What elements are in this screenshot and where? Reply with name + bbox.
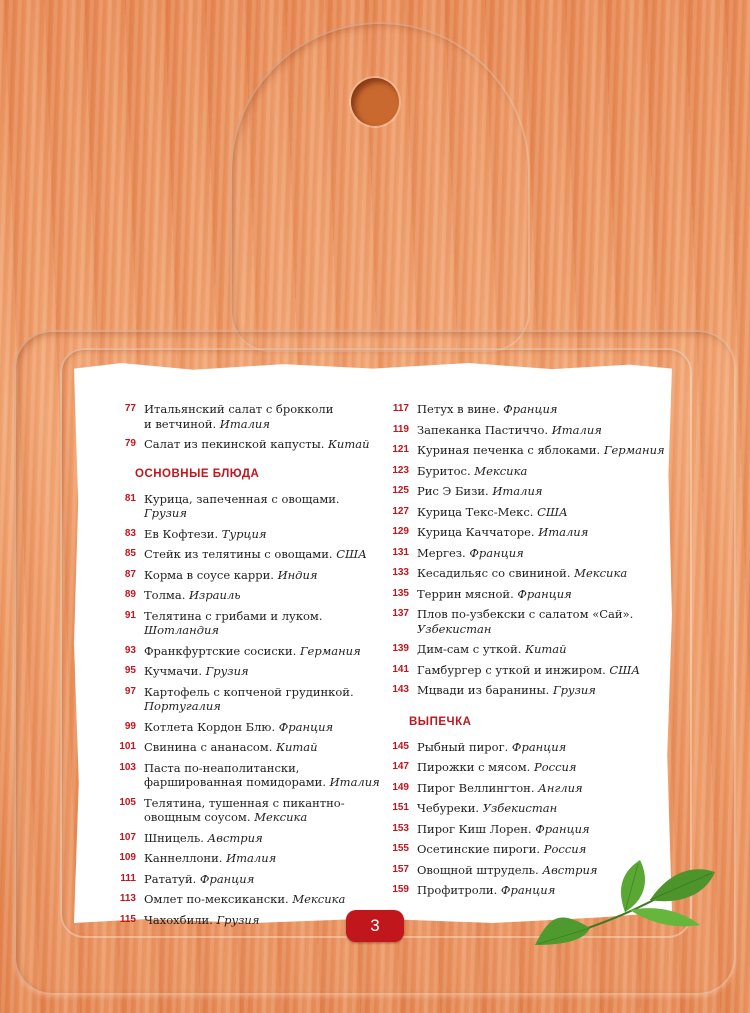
intro-list: [112, 402, 380, 452]
toc-dish-title: Салат из пекинской капусты.: [144, 437, 325, 451]
toc-entry: [112, 527, 380, 542]
toc-dish-title: Пирог Веллингтон.: [417, 780, 535, 795]
toc-entry-text: [417, 587, 572, 602]
toc-dish-title: Мергез.: [417, 545, 466, 560]
toc-country: США: [537, 504, 568, 519]
toc-page-number: 157: [392, 863, 409, 875]
toc-entry: [385, 760, 685, 775]
main-dishes-list-continued: [385, 402, 685, 698]
main-dishes-list: [112, 492, 380, 928]
toc-entry-text: [144, 720, 333, 735]
toc-country: Франция: [278, 719, 334, 734]
toc-entry: [385, 740, 685, 755]
toc-entry-text: [144, 913, 259, 928]
toc-dish-title: Плов по-узбекски с салатом «Сай».: [417, 607, 634, 621]
toc-page-number: 83: [124, 527, 136, 539]
toc-country: Узбекистан: [417, 621, 492, 636]
toc-country: Шотландия: [144, 623, 220, 637]
toc-page-number: 95: [124, 665, 136, 676]
toc-page-number: 85: [124, 548, 136, 559]
toc-country: Мексика: [292, 892, 346, 906]
toc-page-number: 89: [124, 589, 136, 600]
toc-entry-text: [417, 642, 567, 657]
toc-entry: [385, 402, 685, 417]
toc-country: Индия: [277, 567, 318, 582]
toc-country: Турция: [221, 526, 267, 541]
toc-page-number: 137: [392, 608, 409, 619]
toc-entry: [385, 546, 685, 561]
toc-page-number: 111: [120, 872, 136, 884]
toc-entry: [112, 664, 380, 679]
toc-country: Франция: [503, 402, 558, 416]
toc-entry-text: [144, 685, 380, 714]
toc-entry-text: [144, 568, 317, 583]
toc-entry-text: [417, 484, 542, 499]
toc-page-number: 127: [392, 505, 409, 517]
toc-country: Франция: [511, 739, 567, 754]
toc-entry-text: [144, 609, 380, 638]
toc-dish-title: Телятина, тушенная с пикантно- овощным соусом.: [144, 795, 345, 824]
toc-country: Грузия: [205, 664, 249, 678]
toc-entry: [385, 801, 685, 816]
toc-page-number: 159: [392, 884, 409, 895]
toc-dish-title: Террин мясной.: [417, 586, 514, 601]
toc-dish-title: Толма.: [144, 588, 186, 602]
toc-entry-text: [417, 423, 602, 438]
toc-entry-text: [417, 443, 665, 458]
toc-page-number: 103: [119, 761, 136, 773]
toc-country: Китай: [276, 740, 318, 754]
toc-entry: [112, 492, 380, 521]
toc-page-number: 121: [392, 444, 409, 455]
toc-country: Франция: [535, 821, 590, 836]
toc-country: Грузия: [144, 506, 187, 520]
toc-page-number: 113: [119, 893, 136, 904]
toc-entry: [385, 663, 685, 678]
toc-dish-title: Кесадильяс со свининой.: [417, 566, 571, 580]
toc-country: Франция: [199, 871, 255, 886]
toc-dish-title: Курица Текс-Мекс.: [417, 504, 534, 519]
toc-page-number: 107: [119, 831, 136, 843]
toc-entry-text: [417, 760, 577, 775]
toc-page-number: 99: [124, 720, 136, 732]
toc-country: Португалия: [144, 699, 221, 713]
toc-entry-text: [144, 872, 254, 887]
toc-dish-title: Стейк из телятины с овощами.: [144, 547, 333, 561]
toc-entry-text: [417, 683, 596, 698]
toc-entry: [112, 740, 380, 755]
toc-country: Австрия: [542, 862, 598, 877]
toc-entry: [112, 892, 380, 907]
toc-entry: [112, 609, 380, 638]
toc-entry: [385, 464, 685, 479]
toc-entry-text: [417, 505, 568, 520]
toc-entry-text: [144, 761, 380, 790]
toc-entry: [112, 568, 380, 583]
toc-country: Англия: [538, 780, 583, 795]
toc-dish-title: Осетинские пироги.: [417, 842, 541, 856]
toc-dish-title: Гамбургер с уткой и инжиром.: [417, 662, 606, 677]
toc-entry: [112, 685, 380, 714]
toc-dish-title: Мцвади из баранины.: [417, 683, 550, 697]
toc-page-number: 129: [392, 526, 409, 537]
toc-country: Италия: [551, 422, 602, 437]
toc-entry-text: [144, 796, 345, 825]
toc-page-number: 149: [392, 781, 409, 793]
toc-entry-text: [144, 740, 318, 755]
toc-dish-title: Кучмачи.: [144, 664, 202, 678]
toc-entry: [385, 525, 685, 540]
toc-page-number: 151: [392, 802, 409, 813]
toc-entry-text: [417, 525, 588, 540]
toc-dish-title: Котлета Кордон Блю.: [144, 719, 276, 734]
toc-country: Франция: [469, 545, 524, 560]
toc-entry: [112, 913, 380, 928]
section-heading-bakery: ВЫПЕЧКА: [409, 715, 472, 728]
toc-left-column: [112, 402, 380, 933]
toc-entry: [385, 505, 685, 520]
toc-dish-title: Франкфуртские сосиски.: [144, 643, 297, 658]
toc-dish-title: Итальянский салат с брокколи и ветчиной.: [144, 402, 334, 431]
toc-entry: [385, 587, 685, 602]
toc-country: Мексика: [474, 463, 528, 478]
toc-entry-text: [144, 892, 345, 907]
toc-page-number: 141: [392, 663, 409, 675]
toc-country: Израиль: [189, 588, 241, 602]
toc-entry: [112, 547, 380, 562]
toc-entry-text: [417, 781, 583, 796]
toc-page-number: 145: [392, 740, 409, 752]
toc-country: Италия: [538, 525, 589, 539]
toc-dish-title: Дим-сам с уткой.: [417, 642, 522, 656]
toc-dish-title: Курица Каччаторе.: [417, 525, 535, 539]
toc-country: Узбекистан: [482, 801, 558, 815]
toc-country: Россия: [543, 842, 587, 856]
toc-entry-text: [417, 402, 558, 417]
toc-dish-title: Чахохбили.: [144, 912, 213, 927]
toc-page-number: 117: [392, 403, 409, 414]
toc-entry-text: [417, 801, 557, 816]
toc-country: Австрия: [207, 830, 263, 845]
toc-page-number: 87: [124, 568, 136, 580]
toc-entry-text: [417, 566, 627, 581]
toc-page-number: 79: [124, 438, 136, 449]
toc-page-number: 143: [392, 684, 409, 695]
toc-entry: [385, 443, 685, 458]
toc-dish-title: Картофель с копченой грудинкой.: [144, 684, 354, 699]
toc-entry-text: [144, 831, 263, 846]
toc-page-number: 91: [124, 609, 136, 621]
toc-page-number: 93: [124, 644, 136, 656]
toc-dish-title: Профитроли.: [417, 883, 498, 897]
toc-country: Италия: [329, 775, 380, 789]
toc-country: Грузия: [552, 683, 596, 697]
toc-country: Франция: [517, 586, 572, 601]
toc-entry-text: [144, 547, 367, 562]
toc-country: Италия: [492, 484, 543, 498]
toc-entry-text: [144, 644, 361, 659]
toc-country: Китай: [328, 437, 370, 451]
toc-page-number: 109: [119, 852, 136, 863]
toc-entry-text: [144, 588, 241, 603]
page-number-badge: 3: [346, 910, 404, 942]
board-hole: [351, 78, 399, 126]
toc-country: Германия: [299, 643, 361, 658]
toc-entry-text: [417, 740, 566, 755]
toc-entry: [112, 761, 380, 790]
toc-entry: [385, 642, 685, 657]
toc-page-number: 81: [124, 492, 136, 504]
toc-page-number: 147: [392, 761, 409, 772]
toc-entry-text: [144, 664, 249, 679]
toc-entry: [112, 851, 380, 866]
toc-dish-title: Рыбный пирог.: [417, 739, 509, 754]
toc-entry: [112, 588, 380, 603]
toc-dish-title: Свинина с ананасом.: [144, 740, 273, 754]
toc-page-number: 139: [392, 643, 409, 654]
toc-country: Китай: [525, 642, 567, 656]
toc-entry: [385, 423, 685, 438]
toc-country: Россия: [533, 760, 577, 774]
toc-dish-title: Пирожки с мясом.: [417, 760, 531, 774]
toc-country: Франция: [500, 883, 556, 897]
toc-page-number: 115: [119, 913, 136, 925]
toc-entry: [385, 683, 685, 698]
toc-page-number: 131: [392, 546, 409, 558]
toc-page-number: 101: [119, 741, 136, 752]
toc-dish-title: Чебуреки.: [417, 801, 480, 815]
toc-entry-text: [144, 851, 276, 866]
toc-entry: [112, 402, 380, 431]
toc-page-number: 135: [392, 587, 409, 599]
toc-entry: [112, 872, 380, 887]
toc-dish-title: Куриная печенка с яблоками.: [417, 443, 601, 457]
toc-entry: [385, 781, 685, 796]
toc-dish-title: Паста по-неаполитански, фаршированная помидорами.: [144, 760, 326, 789]
toc-entry: [385, 822, 685, 837]
toc-country: Италия: [226, 851, 277, 865]
toc-entry-text: [144, 437, 370, 452]
toc-page-number: 77: [124, 403, 136, 414]
toc-country: Грузия: [216, 912, 260, 927]
toc-entry: [385, 566, 685, 581]
toc-entry-text: [417, 464, 527, 479]
board-handle: [230, 22, 530, 352]
toc-country: Мексика: [574, 566, 628, 580]
toc-dish-title: Шницель.: [144, 830, 204, 845]
toc-dish-title: Пирог Киш Лорен.: [417, 821, 532, 836]
toc-dish-title: Петух в вине.: [417, 402, 500, 416]
toc-page-number: 97: [124, 685, 136, 697]
toc-country: США: [609, 662, 641, 677]
toc-entry: [385, 607, 685, 636]
toc-entry-text: [417, 663, 640, 678]
toc-entry-text: [417, 822, 590, 837]
toc-dish-title: Овощной штрудель.: [417, 862, 539, 877]
toc-dish-title: Буритос.: [417, 463, 471, 478]
toc-page-number: 119: [392, 423, 409, 435]
toc-entry-text: [417, 607, 685, 636]
toc-entry: [112, 437, 380, 452]
toc-entry: [112, 644, 380, 659]
toc-page-number: 105: [119, 796, 136, 808]
toc-dish-title: Рататуй.: [144, 871, 197, 886]
toc-entry-text: [144, 492, 380, 521]
section-heading-main-dishes: ОСНОВНЫЕ БЛЮДА: [135, 467, 260, 480]
toc-page-number: 133: [392, 567, 409, 578]
toc-dish-title: Ев Кофтези.: [144, 526, 219, 541]
toc-page-number: 155: [392, 843, 409, 854]
toc-entry: [112, 796, 380, 825]
toc-dish-title: Запеканка Пастиччо.: [417, 422, 549, 437]
toc-dish-title: Телятина с грибами и луком.: [144, 608, 323, 623]
toc-entry-text: [144, 402, 333, 431]
toc-country: Германия: [603, 443, 665, 457]
toc-dish-title: Каннеллони.: [144, 851, 223, 865]
toc-dish-title: Корма в соусе карри.: [144, 567, 274, 582]
toc-entry-text: [144, 527, 267, 542]
toc-country: Италия: [219, 416, 270, 431]
basil-leaves-icon: [530, 850, 720, 950]
toc-country: Мексика: [254, 810, 308, 824]
toc-entry: [385, 484, 685, 499]
toc-entry: [112, 720, 380, 735]
toc-dish-title: Курица, запеченная с овощами.: [144, 491, 340, 506]
toc-country: США: [336, 547, 367, 561]
toc-page-number: 125: [392, 485, 409, 496]
toc-right-column: [385, 402, 685, 904]
toc-page-number: 153: [392, 822, 409, 834]
toc-page-number: 123: [392, 464, 409, 476]
toc-dish-title: Рис Э Бизи.: [417, 484, 489, 498]
toc-dish-title: Омлет по-мексикански.: [144, 892, 289, 906]
toc-entry-text: [417, 546, 524, 561]
toc-entry: [112, 831, 380, 846]
